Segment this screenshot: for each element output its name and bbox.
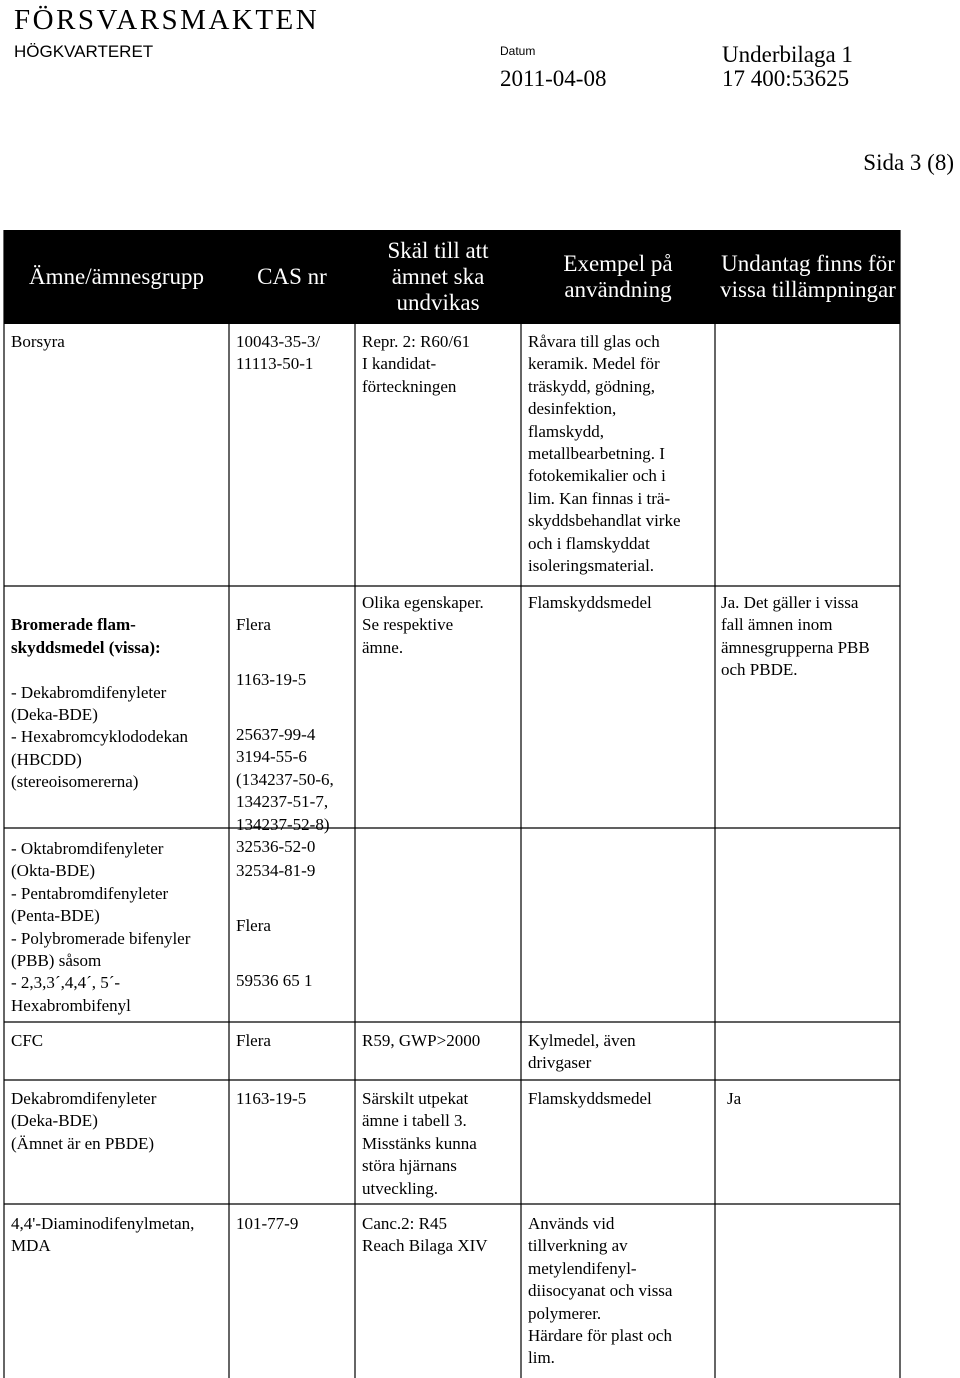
cell-substance [11, 592, 188, 816]
cell-exception: Ja. Det gäller i vissa fall ämnen inom ämnesgrupperna PBB och PBDE. [721, 593, 870, 680]
cas-value: Flera [236, 916, 271, 936]
cell-substance: Dekabromdifenyleter (Deka-BDE) (Ämnet är en PBDE) [11, 1089, 157, 1153]
cell-substance: CFC [11, 1031, 44, 1050]
column-header-cas: CAS nr [257, 264, 327, 289]
cas-value: 1163-19-5 [236, 670, 307, 690]
cell-usage: Flamskyddsmedel [528, 593, 652, 612]
document-date: 2011-04-08 [500, 66, 607, 91]
cell-reason: Särskilt utpekat ämne i tabell 3. Misstänks kunna störa hjärnans utveckling. [362, 1089, 477, 1198]
cell-cas: 1163-19-5 [236, 1089, 307, 1108]
cell-reason: R59, GWP>2000 [362, 1031, 481, 1050]
cell-reason: Canc.2: R45 Reach Bilaga XIV [362, 1214, 488, 1256]
cell-usage: Används vid tillverkning av metylendifenyl- diisocyanat och vissa polymerer. Härdare för plast och lim. [528, 1214, 673, 1368]
cell-cas: Flera [236, 1031, 271, 1050]
cell-usage: Flamskyddsmedel [528, 1089, 652, 1108]
cell-reason: Olika egenskaper. Se respektive ämne. [362, 593, 484, 657]
headquarters-label: HÖGKVARTERET [14, 42, 154, 61]
cas-value: Flera [236, 615, 271, 635]
cell-reason: Repr. 2: R60/61 I kandidat- förteckningen [362, 332, 471, 396]
column-header-substance: Ämne/ämnesgrupp [28, 264, 204, 289]
cell-exception: Ja [727, 1089, 742, 1108]
cas-value: 32534-81-9 [236, 861, 316, 881]
cell-substance: Borsyra [11, 332, 65, 351]
column-header-usage: Exempel på användning [563, 251, 673, 302]
cell-substance: 4,4'-Diaminodifenylmetan, MDA [11, 1214, 195, 1256]
substance-group-heading: Bromerade flam- skyddsmedel (vissa): [11, 615, 161, 657]
substance-group-list: - Dekabromdifenyleter (Deka-BDE) - Hexabromcyklododekan (HBCDD) (stereoisomererna) [11, 682, 189, 792]
cas-value: 25637-99-4 3194-55-6 (134237-50-6, 134237-51-7, 134237-52-8) 32536-52-0 [236, 725, 334, 857]
cell-cas [236, 838, 315, 1015]
appendix-label: Underbilaga 1 [722, 42, 853, 67]
cell-substance: - Oktabromdifenyleter (Okta-BDE) - Pentabromdifenyleter (Penta-BDE) - Polybromerade bifenyler (PBB) såsom - 2,3,3´,4,4´, 5´- Hexabrombifenyl [11, 839, 191, 1015]
cell-usage: Råvara till glas och keramik. Medel för träskydd, gödning, desinfektion, flamskydd, metallbearbetning. I fotokemikalier och i lim. Kan finnas i trä- skyddsbehandlat virke och i flamskyddat isoleringsmaterial. [528, 332, 681, 576]
cas-value: 59536 65 1 [236, 971, 313, 991]
reference-number: 17 400:53625 [722, 66, 850, 91]
cell-cas: 101-77-9 [236, 1214, 299, 1233]
cell-cas: 10043-35-3/ 11113-50-1 [236, 332, 321, 374]
organization-name: FÖRSVARSMAKTEN [14, 4, 320, 36]
page-number: Sida 3 (8) [863, 150, 954, 175]
column-header-exception: Undantag finns för vissa tillämpningar [720, 251, 896, 302]
date-label: Datum [500, 44, 536, 58]
column-header-reason: Skäl till att ämnet ska undvikas [387, 238, 489, 315]
cell-usage: Kylmedel, även drivgaser [528, 1031, 636, 1073]
